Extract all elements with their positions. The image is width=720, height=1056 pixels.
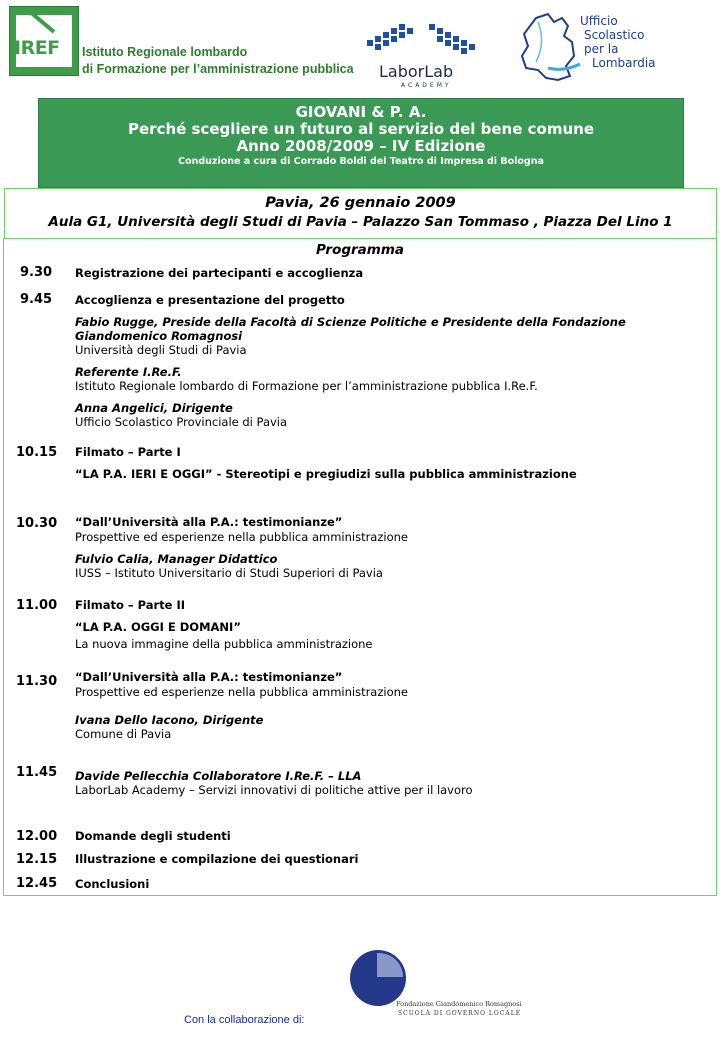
fgr-school: SCUOLA DI GOVERNO LOCALE	[398, 1010, 522, 1017]
item-filmato-2-desc: La nuova immagine della pubblica amministrazione	[75, 637, 373, 651]
event-date: Pavia, 26 gennaio 2009	[265, 195, 456, 211]
speaker-iref-affiliation: Istituto Regionale lombardo di Formazione per l’amministrazione pubblica I.Re.F.	[75, 379, 538, 393]
iref-name-line2: di Formazione per l’amministrazione pubblica	[82, 62, 354, 76]
usl-line1: Ufficio	[580, 14, 618, 28]
fondazione-romagnosi-logo	[346, 946, 522, 1024]
time-11-45: 11.45	[16, 765, 58, 780]
iref-logo-word: IREF	[14, 37, 60, 59]
item-accoglienza: Accoglienza e presentazione del progetto	[75, 293, 345, 307]
programme-box	[3, 238, 717, 896]
event-venue: Aula G1, Università degli Studi di Pavia – Palazzo San Tommaso , Piazza Del Lino 1	[48, 214, 673, 230]
speaker-pellecchia-affiliation: LaborLab Academy – Servizi innovativi di politiche attive per il lavoro	[75, 783, 473, 797]
event-subtitle: Perché scegliere un futuro al servizio del bene comune	[128, 120, 594, 138]
time-12-00: 12.00	[16, 829, 58, 844]
item-testimonianze-2-desc: Prospettive ed esperienze nella pubblica amministrazione	[75, 685, 408, 699]
time-12-45: 12.45	[16, 876, 58, 891]
event-title: GIOVANI & P. A.	[295, 103, 427, 121]
event-edition: Anno 2008/2009 – IV Edizione	[236, 137, 486, 155]
item-filmato-1: Filmato – Parte I	[75, 445, 181, 459]
fgr-name: Fondazione Giandomenico Romagnosi	[396, 1000, 522, 1008]
speaker-calia-affiliation: IUSS – Istituto Universitario di Studi Superiori di Pavia	[75, 566, 383, 580]
speaker-angelici: Anna Angelici, Dirigente	[75, 401, 233, 415]
speaker-calia: Fulvio Calia, Manager Didattico	[75, 552, 278, 566]
speaker-dello-iacono-affiliation: Comune di Pavia	[75, 727, 172, 741]
laborlab-academy: ACADEMY	[401, 82, 452, 89]
time-11-30: 11.30	[16, 674, 58, 689]
iref-logo	[9, 6, 79, 76]
usl-logo	[518, 12, 708, 86]
item-testimonianze-1-desc: Prospettive ed esperienze nella pubblica amministrazione	[75, 530, 408, 544]
laborlab-word: LaborLab	[379, 62, 454, 81]
item-registrazione: Registrazione dei partecipanti e accoglienza	[75, 266, 364, 280]
title-band	[38, 98, 684, 188]
speaker-rugge-cont: Giandomenico Romagnosi	[75, 329, 243, 343]
event-conduction: Conduzione a cura di Corrado Boldi del Teatro di Impresa di Bologna	[178, 156, 544, 167]
programme-title: Programma	[315, 242, 405, 258]
speaker-angelici-affiliation: Ufficio Scolastico Provinciale di Pavia	[75, 415, 288, 429]
speaker-dello-iacono: Ivana Dello Iacono, Dirigente	[75, 713, 264, 727]
usl-line2: Scolastico	[584, 28, 645, 42]
time-9-45: 9.45	[20, 292, 53, 307]
time-9-30: 9.30	[20, 265, 53, 280]
speaker-rugge-affiliation: Università degli Studi di Pavia	[75, 343, 247, 357]
lombardia-map-icon	[518, 12, 588, 86]
item-filmato-1-sub: “LA P.A. IERI E OGGI” - Stereotipi e pregiudizi sulla pubblica amministrazione	[75, 467, 577, 481]
speaker-iref: Referente I.Re.F.	[75, 365, 182, 379]
item-questionari: Illustrazione e compilazione dei questionari	[75, 852, 359, 866]
item-domande: Domande degli studenti	[75, 829, 231, 843]
location-box	[4, 188, 717, 239]
time-11-00: 11.00	[16, 598, 58, 613]
item-testimonianze-1: “Dall’Università alla P.A.: testimonianze”	[75, 515, 343, 529]
laborlab-logo	[365, 22, 483, 92]
usl-line3: per la	[584, 42, 619, 56]
time-10-30: 10.30	[16, 516, 58, 531]
item-filmato-2: Filmato – Parte II	[75, 598, 186, 612]
iref-name-line1: Istituto Regionale lombardo	[82, 45, 248, 59]
usl-line4: Lombardia	[592, 56, 656, 70]
speaker-rugge: Fabio Rugge, Preside della Facoltà di Scienze Politiche e Presidente della Fondazione	[75, 315, 626, 329]
item-conclusioni: Conclusioni	[75, 877, 150, 891]
item-testimonianze-2: “Dall’Università alla P.A.: testimonianze”	[75, 670, 343, 684]
time-10-15: 10.15	[16, 445, 58, 460]
time-12-15: 12.15	[16, 852, 58, 867]
speaker-pellecchia: Davide Pellecchia Collaboratore I.Re.F. – LLA	[75, 769, 362, 783]
item-filmato-2-sub: “LA P.A. OGGI E DOMANI”	[75, 620, 241, 634]
collaboration-label: Con la collaborazione di:	[184, 1014, 305, 1026]
